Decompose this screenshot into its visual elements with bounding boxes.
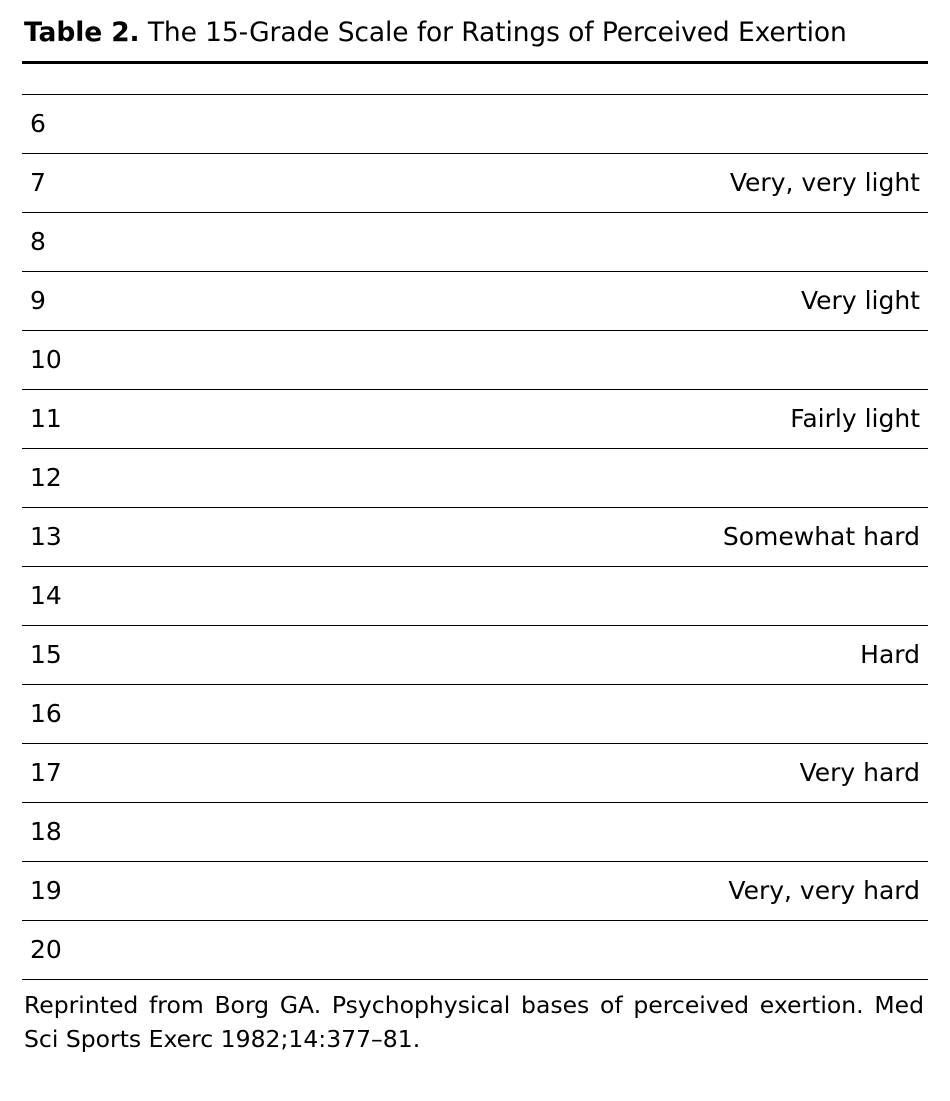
table-row — [22, 95, 928, 154]
rpe-scale-body — [22, 95, 928, 979]
grade-value: 7 — [22, 153, 439, 212]
table-row — [22, 743, 928, 802]
table-row — [22, 389, 928, 448]
grade-value: 16 — [22, 684, 439, 743]
grade-value: 11 — [22, 389, 439, 448]
grade-label — [439, 920, 928, 979]
grade-value: 20 — [30, 935, 62, 965]
grade-value: 17 — [22, 743, 439, 802]
grade-value: 13 — [22, 507, 439, 566]
grade-value: 8 — [22, 212, 439, 271]
table-row — [22, 212, 928, 271]
grade-label — [439, 448, 928, 507]
grade-label: Fairly light — [439, 389, 928, 448]
table-caption-label: Table 2. — [24, 17, 140, 48]
grade-value: 19 — [22, 861, 439, 920]
table-row — [22, 507, 928, 566]
grade-label — [439, 212, 928, 271]
grade-label — [439, 95, 928, 154]
table-row — [22, 684, 928, 743]
table-row — [22, 153, 928, 212]
grade-label — [439, 566, 928, 625]
table-row — [22, 920, 928, 979]
table-caption — [24, 16, 928, 51]
table-footnote-text: Reprinted from Borg GA. Psychophysical bases of perceived exertion. Med Sci Sports Exerc 1982;14:377–81. — [24, 990, 924, 1054]
grade-label — [439, 802, 928, 861]
table-row — [22, 271, 928, 330]
table-row — [22, 861, 928, 920]
table-row — [22, 566, 928, 625]
grade-label: Very light — [439, 271, 928, 330]
grade-value: 14 — [22, 566, 439, 625]
grade-value: 10 — [22, 330, 439, 389]
grade-label: Very, very hard — [439, 861, 928, 920]
grade-value: 9 — [22, 271, 439, 330]
grade-label: Somewhat hard — [439, 507, 928, 566]
table-bottom-rule — [22, 979, 928, 980]
grade-value: 18 — [22, 802, 439, 861]
rpe-scale-table — [22, 95, 928, 979]
table-row — [22, 625, 928, 684]
grade-label: Very hard — [439, 743, 928, 802]
table-caption-text: The 15-Grade Scale for Ratings of Perceived Exertion — [147, 17, 847, 48]
grade-label: Very, very light — [439, 153, 928, 212]
grade-value: 12 — [22, 448, 439, 507]
grade-value: 6 — [22, 95, 439, 154]
table-footnote — [24, 988, 924, 1056]
table-row — [22, 802, 928, 861]
grade-label: Hard — [439, 625, 928, 684]
grade-value: 15 — [22, 625, 439, 684]
grade-label — [439, 330, 928, 389]
table-header-spacer — [22, 64, 928, 94]
table-row — [22, 330, 928, 389]
table-row — [22, 448, 928, 507]
grade-label — [439, 684, 928, 743]
